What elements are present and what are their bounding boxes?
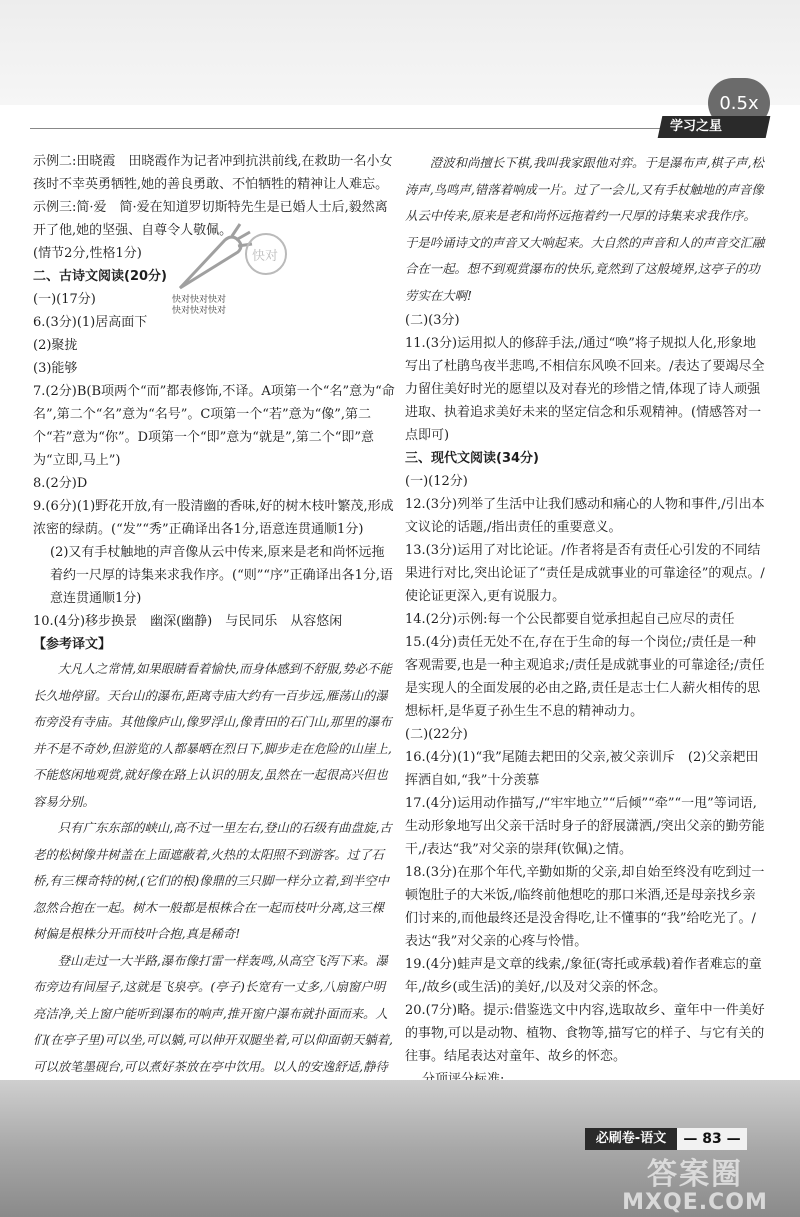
- answer-para: 示例三:简·爱 简·爱在知道罗切斯特先生是已婚人士后,毅然离开了他,她的坚强、自尊令人敬佩。: [33, 200, 388, 238]
- section-heading: 三、现代文阅读(34分): [405, 451, 539, 466]
- answer-item: 19.(4分)蛙声是文章的线索,/象征(寄托或承载)着作者难忘的童年,/故乡(或生活)的美好,/以及对父亲的怀念。: [405, 957, 762, 995]
- answer-item: 20.(7分)略。提示:借鉴选文中内容,选取故乡、童年中一件美好的事物,可以是动物、植物、食物等,描写它的样子、与它有关的往事。结尾表达对童年、故乡的怀恋。: [405, 1003, 765, 1064]
- brand-text: 学习之星: [670, 119, 723, 134]
- answer-item: (二)(22分): [405, 727, 468, 742]
- answer-item: (二)(3分): [405, 313, 460, 328]
- answer-item: 15.(4分)责任无处不在,存在于生命的每一个岗位;/责任是一种客观需要,也是一种主观追求;/责任是成就事业的可靠途径;/责任是实现人的全面发展的必由之路,责任是志士仁人薪火相传的思想标杆,是华夏子孙生生不息的精神动力。: [405, 635, 765, 719]
- footer-subject-label: 必刷卷-语文: [585, 1128, 677, 1150]
- answer-item: 12.(3分)列举了生活中让我们感动和痛心的人物和事件,/引出本文议论的话题,/指出责任的重要意义。: [405, 497, 765, 535]
- right-answer-list: [405, 309, 768, 1091]
- answer-item: (3)能够: [33, 361, 78, 376]
- answer-item: (一)(17分): [33, 292, 96, 307]
- stamp-text: 快对: [252, 249, 279, 264]
- answer-item: (一)(12分): [405, 474, 468, 489]
- header-rule: [30, 128, 660, 129]
- answer-item: 16.(4分)(1)“我”尾随去耙田的父亲,被父亲训斥 (2)父亲耙田挥洒自如,“我”十分羡慕: [405, 750, 759, 788]
- answer-item: 8.(2分)D: [33, 476, 88, 491]
- translation-para: 登山走过一大半路,瀑布像打雷一样轰鸣,从高空飞泻下来。瀑布旁边有间屋子,这就是飞泉亭。(亭子)长宽有一丈多,八扇窗户明亮洁净,关上窗户能听到瀑布的响声,推开窗户瀑布就扑面而来。人们(在亭子里)可以坐,可以躺,可以伸开双腿坐着,可以仰面朝天躺着,可以放笔墨砚台,可以煮好茶放在亭中饮用。以人的安逸舒适,静待: [33, 952, 393, 1074]
- answer-item: 6.(3分)(1)居高面下: [33, 315, 148, 330]
- section-heading-poetry: 二、古诗文阅读(20分): [33, 269, 167, 284]
- zoom-level-badge[interactable]: 0.5x: [708, 78, 770, 128]
- site-watermark: [600, 1158, 790, 1213]
- stamp-caption-line: 快对快对快对: [172, 306, 227, 316]
- answer-item: (2)聚拢: [33, 338, 78, 353]
- translation-para: 大凡人之常情,如果眼睛看着愉快,而身体感到不舒服,势必不能长久地停留。天台山的瀑布,距离寺庙大约有一百步远,雁荡山的瀑布旁没有寺庙。其他像庐山,像罗浮山,像青田的石门山,那里的瀑布并不是不奇妙,但游览的人都暴晒在烈日下,脚步走在危险的山崖上,不能悠闲地观赏,就好像在路上认识的朋友,虽然在一起很高兴但也容易分别。: [33, 661, 392, 809]
- series-brand-label: [658, 116, 771, 138]
- translation-para: 澄波和尚擅长下棋,我叫我家跟他对弈。于是瀑布声,棋子声,松涛声,鸟鸣声,错落着响成一片。过了一会儿,又有手杖触地的声音像从云中传来,原来是老和尚怀远拖着约一尺厚的诗集来求我作序。于是吟诵诗文的声音又大响起来。大自然的声音和人的声音交汇融合在一起。想不到观赏瀑布的快乐,竟然到了这般境界,这亭子的功劳实在大啊!: [405, 155, 765, 303]
- stamp-caption: [172, 295, 226, 317]
- kuaidui-carrot-stamp-icon: [170, 218, 290, 298]
- watermark-title: 答案圈: [647, 1157, 743, 1192]
- answer-item: (2)又有手杖触地的声音像从云中传来,原来是老和尚怀远拖着约一尺厚的诗集来求我作序。(“则”“序”正确译出各1分,语意连贯通顺1分): [50, 545, 394, 606]
- right-column: [405, 150, 768, 1091]
- viewer-topbar: [0, 0, 800, 105]
- answer-item: 18.(3分)在那个年代,辛勤如斯的父亲,却自始至终没有吃到过一顿饱肚子的大米饭,/临终前他想吃的那口米酒,还是母亲找乡亲们讨来的,而他最终还是没舍得吃,让不懂事的“我”给吃光了。/表达“我”对父亲的心疼与怜惜。: [405, 865, 765, 949]
- translation-para: 只有广东东部的峡山,高不过一里左右,登山的石级有曲盘旋,古老的松树像井树盖在上面遮蔽着,火热的太阳照不到游客。过了石桥,有三棵奇特的树,(它们的根)像鼎的三只脚一样分立着,到半空中忽然合抱在一起。树木一般都是根株合在一起而枝叶分离,这三棵树偏是根株分开而枝叶合抱,真是稀奇!: [33, 820, 392, 941]
- reference-translation-continued: [405, 150, 768, 309]
- answer-item: 14.(2分)示例:每一个公民都要自觉承担起自己应尽的责任: [405, 612, 735, 627]
- reference-translation: [33, 656, 395, 1133]
- answer-item: 9.(6分)(1)野花开放,有一股清幽的香味,好的树木枝叶繁茂,形成浓密的绿荫。(“发”“秀”正确译出各1分,语意连贯通顺1分): [33, 499, 394, 537]
- stamp-caption-line: 快对快对快对: [172, 295, 227, 305]
- answer-item: 10.(4分)移步换景 幽深(幽静) 与民同乐 从容悠闲: [33, 614, 343, 629]
- answer-item: 17.(4分)运用动作描写,/“牢牢地立”“后倾”“牵”“一甩”等词语,生动形象地写出父亲干活时身子的舒展潇洒,/突出父亲的勤劳能干,/表达“我”对父亲的崇拜(钦佩)之情。: [405, 796, 765, 857]
- watermark-url: MXQE.COM: [622, 1190, 768, 1215]
- answer-item: 13.(3分)运用了对比论证。/作者将是否有责任心引发的不同结果进行对比,突出论证了“责任是成就事业的可靠途径”的观点。/使论证更深入,更有说服力。: [405, 543, 765, 604]
- answer-item: 7.(2分)B(B项两个“而”都表修饰,不译。A项第一个“名”意为“命名”,第二个“名”意为“名号”。C项第一个“若”意为“像”,第二个“若”意为“你”。D项第一个“即”意为“就是”,第二个“即”意为“立即,马上”): [33, 384, 395, 468]
- page-number: — 83 —: [677, 1128, 747, 1150]
- answer-para: 示例二:田晓霞 田晓霞作为记者冲到抗洪前线,在救助一名小女孩时不幸英勇牺牲,她的善良勇敢、不怕牺牲的精神让人难忘。: [33, 154, 393, 192]
- answer-para: (情节2分,性格1分): [33, 246, 142, 261]
- reference-translation-heading: 【参考译文】: [33, 637, 112, 652]
- answer-item: 11.(3分)运用拟人的修辞手法,/通过“唤”将子规拟人化,形象地写出了杜鹃鸟夜半悲鸣,不相信东风唤不回来。/表达了要竭尽全力留住美好时光的愿望以及对春光的珍惜之情,体现了诗人顽强进取、执着追求美好未来的坚定信念和乐观精神。(情感答对一点即可): [405, 336, 765, 443]
